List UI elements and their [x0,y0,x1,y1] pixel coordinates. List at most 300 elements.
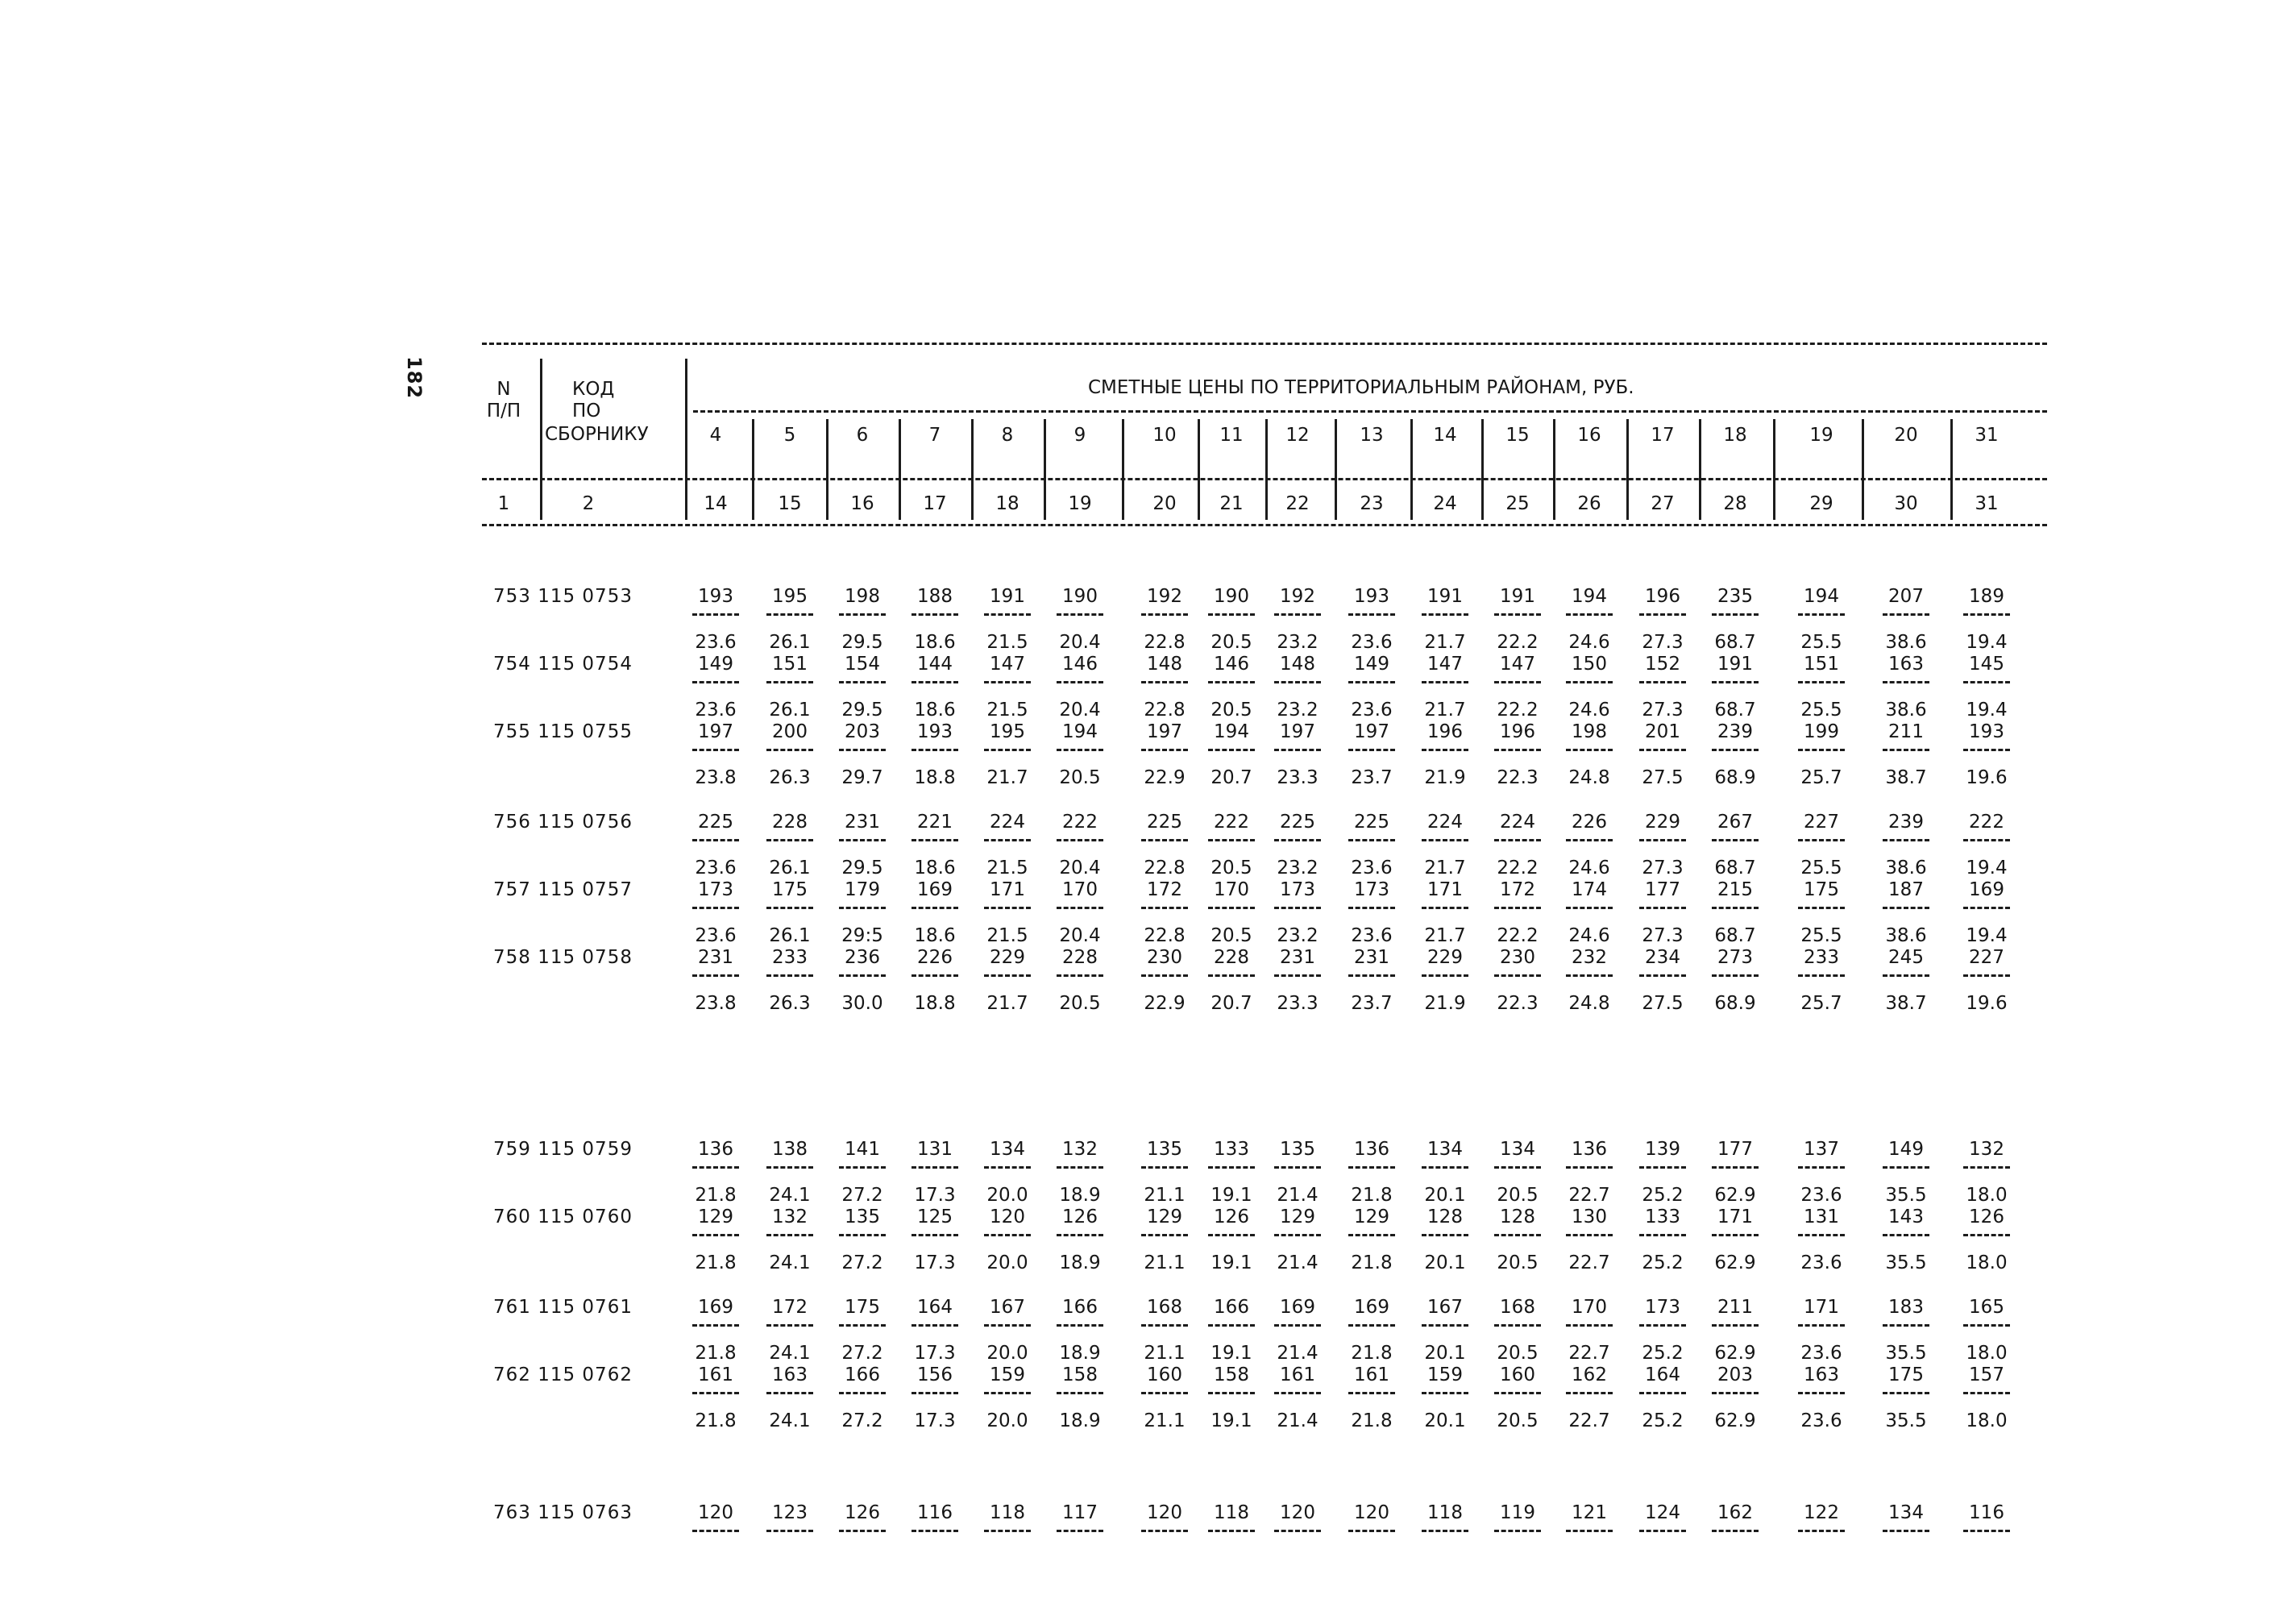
wage-value: 20.4 [1059,925,1101,946]
wage-value: 18.9 [1059,1410,1101,1431]
price-value: 211 [1717,1297,1753,1318]
price-value: 163 [1804,1364,1839,1385]
value-separator [1566,749,1613,751]
price-value: 120 [1280,1502,1315,1523]
wage-value: 27.5 [1642,993,1684,1014]
wage-value: 23.2 [1277,700,1318,721]
price-value: 135 [845,1207,880,1227]
value-separator [839,1234,886,1236]
wage-value: 23.6 [1351,925,1393,946]
wage-value: 21.7 [1424,925,1466,946]
price-value: 235 [1717,586,1753,607]
value-separator [1348,613,1395,616]
value-separator [1348,1234,1395,1236]
price-value: 133 [1214,1139,1249,1160]
value-separator [1566,1530,1613,1532]
wage-value: 35.5 [1885,1185,1927,1206]
price-value: 163 [772,1364,808,1385]
price-value: 198 [845,586,880,607]
price-value: 171 [1804,1297,1839,1318]
wage-value: 23.2 [1277,858,1318,878]
wage-value: 62.9 [1714,1343,1756,1364]
header-separator [1950,419,1953,520]
wage-value: 20.5 [1497,1410,1539,1431]
wage-value: 24.6 [1568,858,1610,878]
price-value: 134 [1888,1502,1924,1523]
value-separator [1712,1530,1759,1532]
price-value: 231 [1280,947,1315,968]
wage-value: 27.2 [841,1185,883,1206]
price-value: 225 [1280,812,1315,833]
price-value: 230 [1147,947,1182,968]
price-value: 116 [917,1502,953,1523]
wage-value: 38.6 [1885,632,1927,653]
value-separator [984,907,1031,909]
value-separator [839,613,886,616]
price-value: 119 [1500,1502,1535,1523]
column-number: 16 [850,493,874,514]
value-separator [984,613,1031,616]
header-separator [1773,419,1775,520]
price-value: 149 [1354,654,1389,675]
wage-value: 18.6 [914,632,956,653]
value-separator [1963,613,2010,616]
wage-value: 22.2 [1497,632,1539,653]
row-code: 761 115 0761 [493,1297,633,1318]
price-value: 163 [1888,654,1924,675]
price-value: 162 [1717,1502,1753,1523]
value-separator [692,1166,739,1169]
wage-value: 21.5 [986,925,1028,946]
price-value: 177 [1717,1139,1753,1160]
wage-value: 17.3 [914,1252,956,1273]
price-value: 233 [772,947,808,968]
value-separator [1798,1392,1845,1394]
price-value: 222 [1062,812,1098,833]
region-number: 20 [1894,425,1918,446]
wage-value: 20.0 [986,1252,1028,1273]
value-separator [1141,907,1188,909]
wage-value: 19.4 [1966,858,2008,878]
value-separator [1963,1166,2010,1169]
price-value: 203 [845,721,880,742]
price-value: 226 [917,947,953,968]
value-separator [1963,1324,2010,1327]
wage-value: 19.1 [1211,1185,1252,1206]
price-value: 224 [1500,812,1535,833]
value-separator [1141,613,1188,616]
region-number: 18 [1723,425,1747,446]
value-separator [766,1234,813,1236]
wage-value: 18.0 [1966,1410,2008,1431]
price-value: 191 [1717,654,1753,675]
wage-value: 21.4 [1277,1410,1318,1431]
row-code: 760 115 0760 [493,1207,633,1227]
value-separator [1566,613,1613,616]
price-value: 167 [1427,1297,1463,1318]
region-number: 13 [1360,425,1384,446]
header-separator [1198,419,1200,520]
value-separator [984,1166,1031,1169]
price-value: 228 [1214,947,1249,968]
value-separator [1883,613,1929,616]
value-separator [766,1166,813,1169]
value-separator [1208,1392,1255,1394]
price-value: 173 [1645,1297,1680,1318]
wage-value: 21.5 [986,858,1028,878]
wage-value: 29.5 [841,858,883,878]
value-separator [1422,1166,1468,1169]
price-value: 164 [917,1297,953,1318]
price-value: 121 [1572,1502,1607,1523]
value-separator [839,1392,886,1394]
column-number: 25 [1505,493,1530,514]
price-value: 126 [845,1502,880,1523]
wage-value: 38.6 [1885,925,1927,946]
region-number: 6 [856,425,869,446]
wage-value: 68.9 [1714,767,1756,788]
wage-value: 21.8 [1351,1185,1393,1206]
wage-value: 21.1 [1144,1410,1186,1431]
header-code-label: СБОРНИКУ [545,424,649,445]
wage-value: 19.4 [1966,925,2008,946]
price-value: 126 [1214,1207,1249,1227]
value-separator [692,974,739,977]
price-value: 192 [1280,586,1315,607]
wage-value: 24.1 [769,1185,811,1206]
wage-value: 21.5 [986,632,1028,653]
value-separator [1348,1166,1395,1169]
wage-value: 38.7 [1885,993,1927,1014]
value-separator [1141,1234,1188,1236]
wage-value: 22.8 [1144,858,1186,878]
value-separator [1798,907,1845,909]
price-value: 222 [1969,812,2004,833]
header-row-number-label: П/П [486,401,521,422]
price-value: 175 [1804,879,1839,900]
wage-value: 22.7 [1568,1343,1610,1364]
price-value: 173 [1354,879,1389,900]
price-value: 173 [1280,879,1315,900]
wage-value: 26.3 [769,993,811,1014]
value-separator [839,1166,886,1169]
wage-value: 22.8 [1144,925,1186,946]
price-value: 120 [1354,1502,1389,1523]
column-number: 27 [1651,493,1675,514]
wage-value: 20.4 [1059,858,1101,878]
price-value: 120 [990,1207,1025,1227]
value-separator [1057,839,1103,841]
value-separator [1639,1530,1686,1532]
wage-value: 62.9 [1714,1185,1756,1206]
value-separator [1712,1234,1759,1236]
price-value: 170 [1062,879,1098,900]
price-value: 171 [1717,1207,1753,1227]
wage-value: 23.6 [1800,1252,1842,1273]
price-value: 129 [698,1207,733,1227]
wage-value: 38.7 [1885,767,1927,788]
price-value: 129 [1147,1207,1182,1227]
wage-value: 24.1 [769,1252,811,1273]
price-value: 197 [1354,721,1389,742]
price-value: 134 [1500,1139,1535,1160]
price-value: 167 [990,1297,1025,1318]
value-separator [1141,974,1188,977]
price-value: 231 [1354,947,1389,968]
wage-value: 21.5 [986,700,1028,721]
value-separator [1494,839,1541,841]
value-separator [1494,1166,1541,1169]
price-value: 194 [1804,586,1839,607]
wage-value: 29.5 [841,632,883,653]
value-separator [1883,749,1929,751]
value-separator [1883,1234,1929,1236]
price-value: 137 [1804,1139,1839,1160]
value-separator [1208,1530,1255,1532]
price-value: 179 [845,879,880,900]
price-value: 147 [1427,654,1463,675]
region-number: 14 [1433,425,1457,446]
row-code: 762 115 0762 [493,1364,633,1385]
price-value: 149 [698,654,733,675]
value-separator [766,907,813,909]
wage-value: 19.1 [1211,1410,1252,1431]
wage-value: 22.2 [1497,700,1539,721]
value-separator [766,839,813,841]
value-separator [692,613,739,616]
wage-value: 17.3 [914,1185,956,1206]
header-separator [1699,419,1701,520]
value-separator [1208,749,1255,751]
wage-value: 25.2 [1642,1410,1684,1431]
wage-value: 19.4 [1966,632,2008,653]
value-separator [912,1234,958,1236]
value-separator [1639,974,1686,977]
value-separator [1274,1530,1321,1532]
wage-value: 20.5 [1211,925,1252,946]
header-separator [1410,419,1413,520]
value-separator [1057,681,1103,683]
header-separator [1335,419,1337,520]
region-number: 11 [1219,425,1244,446]
region-number: 9 [1073,425,1086,446]
value-separator [1963,974,2010,977]
value-separator [912,839,958,841]
page-number: 182 [403,356,426,400]
value-separator [692,681,739,683]
header-separator [1122,419,1124,520]
wage-value: 25.7 [1800,993,1842,1014]
value-separator [912,1530,958,1532]
wage-value: 23.6 [1800,1185,1842,1206]
value-separator [1057,749,1103,751]
header-colnum-rule [482,478,2047,480]
column-number: 29 [1809,493,1833,514]
price-value: 172 [772,1297,808,1318]
price-value: 193 [1354,586,1389,607]
wage-value: 68.7 [1714,700,1756,721]
price-value: 207 [1888,586,1924,607]
price-value: 226 [1572,812,1607,833]
price-value: 162 [1572,1364,1607,1385]
price-value: 177 [1645,879,1680,900]
value-separator [1639,839,1686,841]
value-separator [839,839,886,841]
column-number: 26 [1577,493,1601,514]
price-value: 133 [1645,1207,1680,1227]
region-number: 15 [1505,425,1530,446]
wage-value: 23.6 [695,925,737,946]
value-separator [984,839,1031,841]
value-separator [1141,681,1188,683]
price-value: 190 [1062,586,1098,607]
region-number: 31 [1975,425,1999,446]
wage-value: 26.3 [769,767,811,788]
price-value: 151 [772,654,808,675]
price-value: 132 [1062,1139,1098,1160]
value-separator [1208,1166,1255,1169]
price-value: 175 [772,879,808,900]
wage-value: 27.3 [1642,925,1684,946]
region-number: 10 [1152,425,1177,446]
wage-value: 22.8 [1144,700,1186,721]
wage-value: 62.9 [1714,1252,1756,1273]
price-value: 224 [1427,812,1463,833]
wage-value: 22.9 [1144,767,1186,788]
price-value: 145 [1969,654,2004,675]
wage-value: 23.3 [1277,767,1318,788]
price-value: 199 [1804,721,1839,742]
value-separator [1208,1234,1255,1236]
price-value: 194 [1214,721,1249,742]
wage-value: 21.8 [1351,1410,1393,1431]
price-value: 130 [1572,1207,1607,1227]
wage-value: 24.1 [769,1343,811,1364]
wage-value: 20.5 [1211,700,1252,721]
price-value: 131 [917,1139,953,1160]
wage-value: 18.0 [1966,1185,2008,1206]
wage-value: 20.0 [986,1410,1028,1431]
wage-value: 21.9 [1424,993,1466,1014]
price-value: 147 [1500,654,1535,675]
wage-value: 23.7 [1351,767,1393,788]
price-value: 161 [1280,1364,1315,1385]
wage-value: 27.2 [841,1410,883,1431]
price-value: 193 [917,721,953,742]
wage-value: 20.4 [1059,632,1101,653]
value-separator [1208,1324,1255,1327]
value-separator [839,907,886,909]
price-value: 143 [1888,1207,1924,1227]
wage-value: 20.5 [1211,632,1252,653]
row-code: 755 115 0755 [493,721,633,742]
wage-value: 27.2 [841,1343,883,1364]
wage-value: 23.7 [1351,993,1393,1014]
value-separator [984,1324,1031,1327]
price-value: 126 [1969,1207,2004,1227]
price-value: 128 [1427,1207,1463,1227]
region-number: 8 [1001,425,1014,446]
wage-value: 38.6 [1885,858,1927,878]
wage-value: 21.8 [695,1252,737,1273]
price-value: 194 [1572,586,1607,607]
price-value: 227 [1969,947,2004,968]
value-separator [1566,1392,1613,1394]
value-separator [1348,1392,1395,1394]
price-value: 120 [1147,1502,1182,1523]
column-number: 30 [1894,493,1918,514]
value-separator [1422,839,1468,841]
wage-value: 23.2 [1277,632,1318,653]
value-separator [1274,839,1321,841]
wage-value: 20.0 [986,1343,1028,1364]
value-separator [1141,1166,1188,1169]
wage-value: 24.1 [769,1410,811,1431]
price-value: 196 [1500,721,1535,742]
header-separator [540,359,542,520]
price-value: 135 [1280,1139,1315,1160]
price-value: 135 [1147,1139,1182,1160]
wage-value: 21.1 [1144,1252,1186,1273]
price-value: 134 [990,1139,1025,1160]
price-value: 160 [1147,1364,1182,1385]
value-separator [1963,1392,2010,1394]
wage-value: 20.7 [1211,993,1252,1014]
value-separator [912,1324,958,1327]
value-separator [1712,613,1759,616]
value-separator [766,1392,813,1394]
wage-value: 27.5 [1642,767,1684,788]
wage-value: 35.5 [1885,1410,1927,1431]
wage-value: 17.3 [914,1410,956,1431]
wage-value: 29.5 [841,700,883,721]
value-separator [1422,907,1468,909]
wage-value: 23.6 [1351,700,1393,721]
wage-value: 22.2 [1497,858,1539,878]
value-separator [839,749,886,751]
price-value: 168 [1500,1297,1535,1318]
price-value: 215 [1717,879,1753,900]
wage-value: 19.1 [1211,1252,1252,1273]
value-separator [766,749,813,751]
price-value: 144 [917,654,953,675]
value-separator [1883,907,1929,909]
row-code: 757 115 0757 [493,879,633,900]
price-value: 129 [1280,1207,1315,1227]
wage-value: 20.1 [1424,1185,1466,1206]
price-value: 169 [1354,1297,1389,1318]
price-value: 166 [1214,1297,1249,1318]
value-separator [1963,839,2010,841]
wage-value: 23.8 [695,767,737,788]
value-separator [1494,749,1541,751]
value-separator [1639,749,1686,751]
column-number: 17 [923,493,947,514]
price-value: 171 [990,879,1025,900]
wage-value: 21.1 [1144,1343,1186,1364]
price-value: 120 [698,1502,733,1523]
price-value: 151 [1804,654,1839,675]
wage-value: 19.1 [1211,1343,1252,1364]
price-value: 161 [1354,1364,1389,1385]
row-code: 753 115 0753 [493,586,633,607]
price-value: 148 [1147,654,1182,675]
price-value: 187 [1888,879,1924,900]
wage-value: 27.3 [1642,700,1684,721]
price-value: 169 [1280,1297,1315,1318]
value-separator [1566,839,1613,841]
value-separator [1883,1530,1929,1532]
